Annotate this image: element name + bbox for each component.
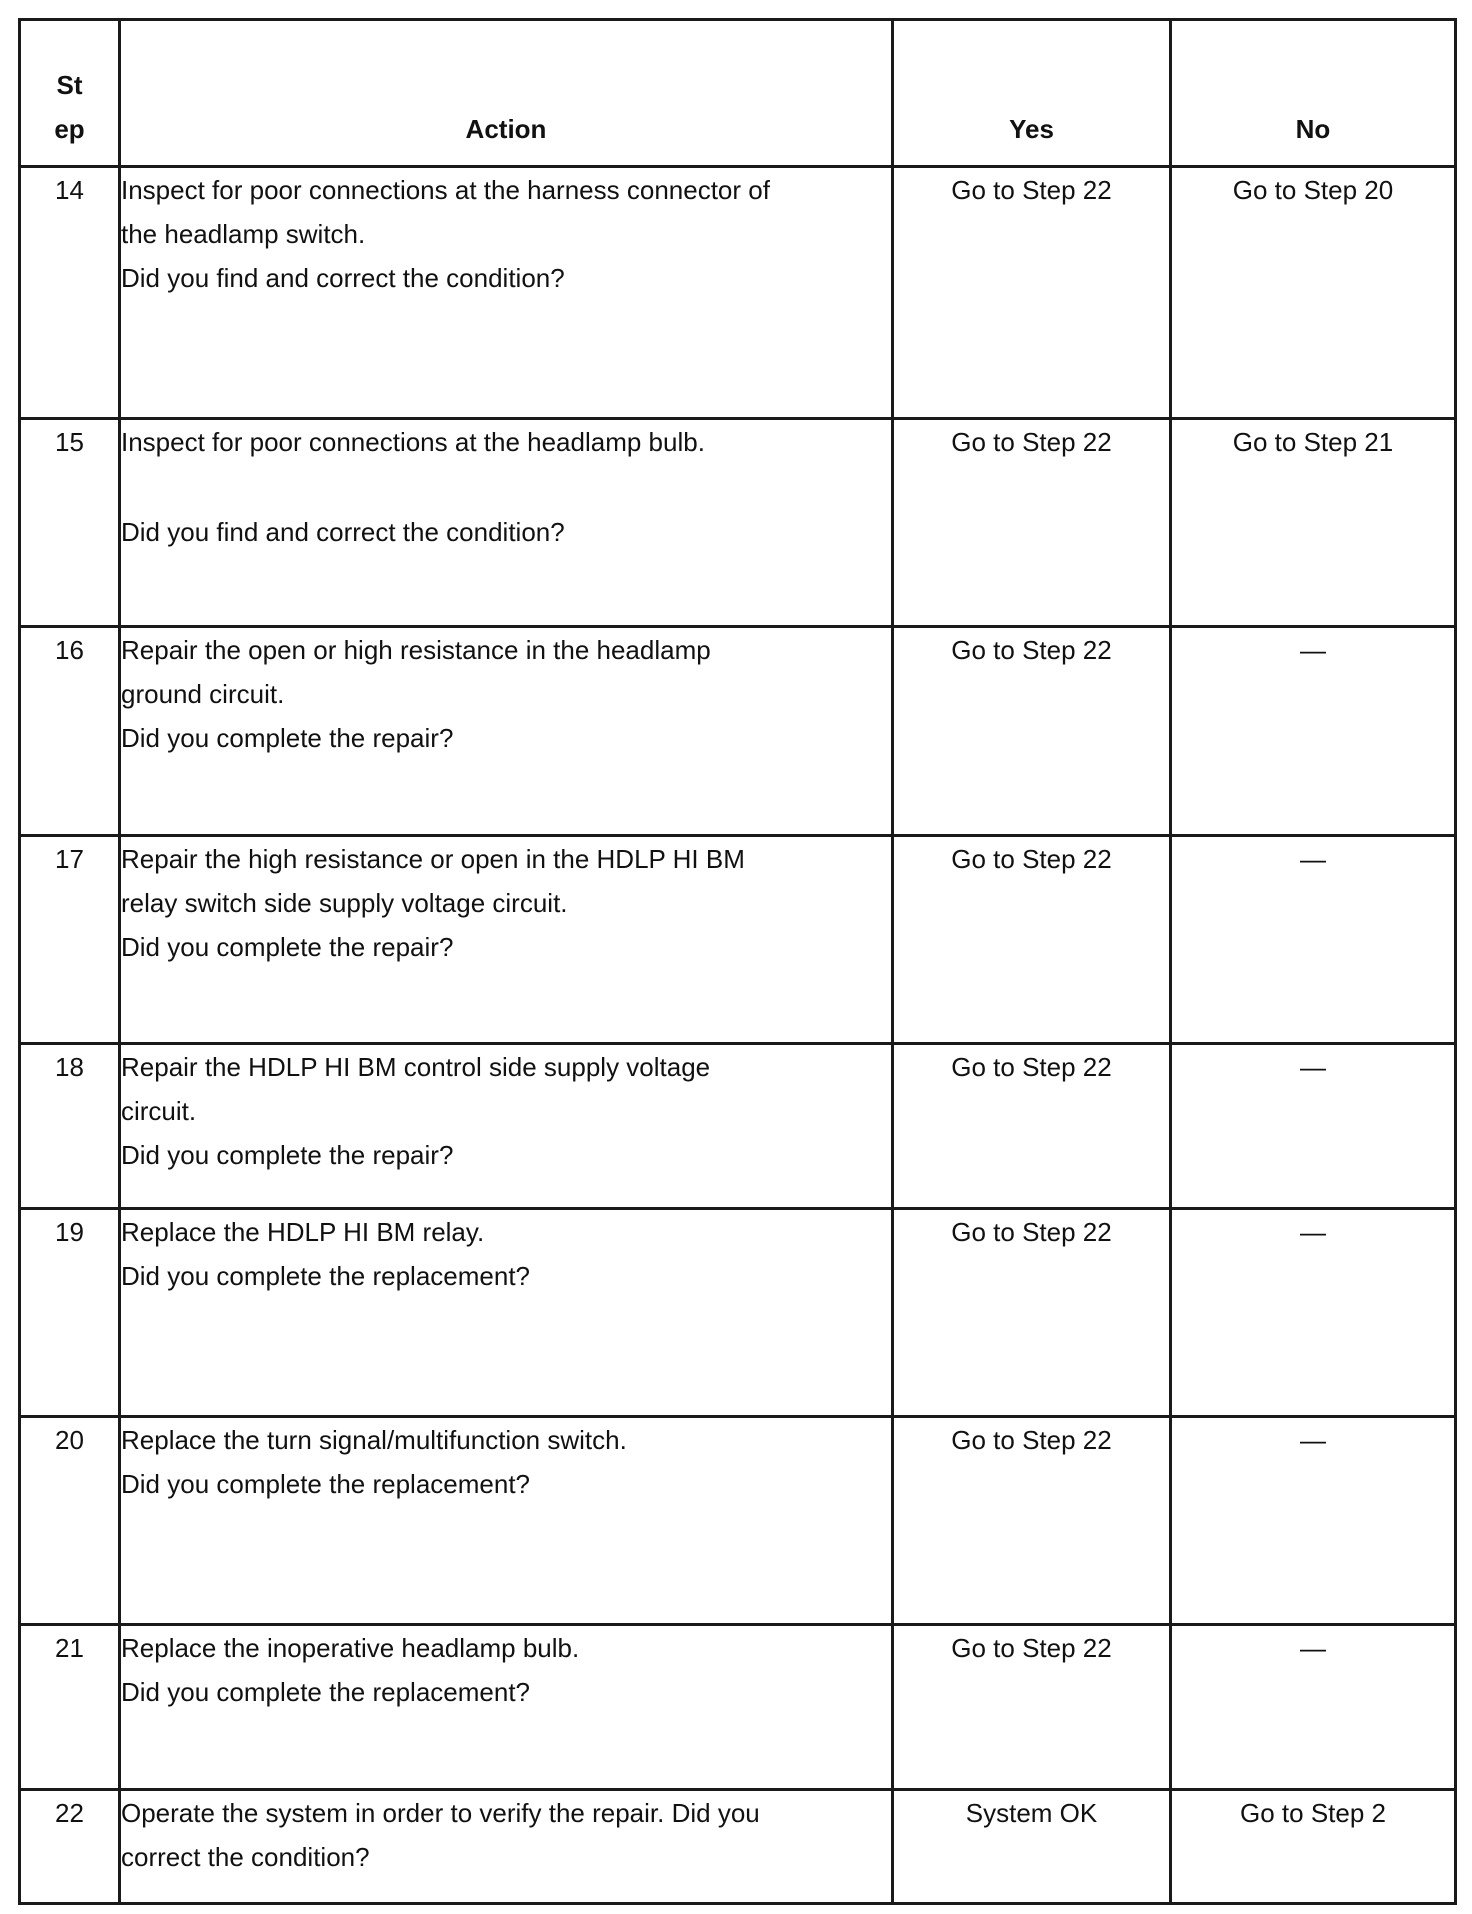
action-cell — [120, 1625, 893, 1790]
no-result: Go to Step 2 — [1171, 1790, 1456, 1904]
no-result: Go to Step 21 — [1171, 419, 1456, 627]
step-number: 22 — [20, 1790, 120, 1904]
action-text-line: Inspect for poor connections at the harness connector of — [121, 175, 770, 205]
table-row — [20, 167, 1456, 419]
action-text-line: Inspect for poor connections at the headlamp bulb. — [121, 427, 705, 457]
action-text-line: ground circuit. — [121, 679, 285, 709]
action-question: Did you find and correct the condition? — [121, 517, 565, 547]
action-question: Did you complete the replacement? — [121, 1677, 531, 1707]
action-question: Did you complete the repair? — [121, 1140, 454, 1170]
action-cell — [120, 836, 893, 1044]
no-result: — — [1171, 1209, 1456, 1417]
no-result: Go to Step 20 — [1171, 167, 1456, 419]
action-question: Did you complete the replacement? — [121, 1261, 531, 1291]
yes-result: Go to Step 22 — [893, 1209, 1171, 1417]
step-number: 20 — [20, 1417, 120, 1625]
action-text-line: relay switch side supply voltage circuit. — [121, 888, 568, 918]
no-result: — — [1171, 1044, 1456, 1209]
action-cell — [120, 167, 893, 419]
action-cell — [120, 1790, 893, 1904]
step-number: 17 — [20, 836, 120, 1044]
action-text-line: circuit. — [121, 1096, 197, 1126]
action-text-line: Repair the open or high resistance in the headlamp — [121, 635, 711, 665]
no-column-header: No — [1171, 20, 1456, 167]
action-text-line: Replace the inoperative headlamp bulb. — [121, 1633, 580, 1663]
yes-result: Go to Step 22 — [893, 627, 1171, 836]
table-row — [20, 836, 1456, 1044]
yes-result: Go to Step 22 — [893, 836, 1171, 1044]
action-text-line: Replace the turn signal/multifunction switch. — [121, 1425, 627, 1455]
no-result: — — [1171, 1417, 1456, 1625]
action-column-header: Action — [120, 20, 893, 167]
diagnostic-table-sheet — [18, 18, 1454, 1902]
action-cell — [120, 627, 893, 836]
header-row — [20, 20, 1456, 167]
table-row — [20, 1625, 1456, 1790]
diagnostic-table — [18, 18, 1457, 1905]
action-cell — [120, 1044, 893, 1209]
yes-column-header: Yes — [893, 20, 1171, 167]
step-number: 14 — [20, 167, 120, 419]
no-result: — — [1171, 627, 1456, 836]
action-text-line: correct the condition? — [121, 1842, 370, 1872]
step-number: 18 — [20, 1044, 120, 1209]
table-row — [20, 1209, 1456, 1417]
step-number: 16 — [20, 627, 120, 836]
table-row — [20, 1790, 1456, 1904]
no-result: — — [1171, 1625, 1456, 1790]
yes-result: System OK — [893, 1790, 1171, 1904]
no-result: — — [1171, 836, 1456, 1044]
table-row — [20, 419, 1456, 627]
yes-result: Go to Step 22 — [893, 1044, 1171, 1209]
step-number: 19 — [20, 1209, 120, 1417]
step-number: 15 — [20, 419, 120, 627]
action-text-line: Replace the HDLP HI BM relay. — [121, 1217, 485, 1247]
yes-result: Go to Step 22 — [893, 1417, 1171, 1625]
action-text-line: Operate the system in order to verify the repair. Did you — [121, 1798, 760, 1828]
action-cell — [120, 1417, 893, 1625]
yes-result: Go to Step 22 — [893, 167, 1171, 419]
yes-result: Go to Step 22 — [893, 1625, 1171, 1790]
yes-result: Go to Step 22 — [893, 419, 1171, 627]
table-row — [20, 1417, 1456, 1625]
action-cell — [120, 419, 893, 627]
step-header-line-1: St — [56, 70, 83, 100]
step-number: 21 — [20, 1625, 120, 1790]
step-header-line-2: ep — [54, 114, 85, 144]
table-row — [20, 1044, 1456, 1209]
action-text-line: Repair the HDLP HI BM control side supply voltage — [121, 1052, 711, 1082]
step-column-header — [20, 20, 120, 167]
action-question: Did you complete the repair? — [121, 723, 454, 753]
action-cell — [120, 1209, 893, 1417]
action-question: Did you complete the repair? — [121, 932, 454, 962]
action-text-line: Repair the high resistance or open in the HDLP HI BM — [121, 844, 745, 874]
action-text-line: the headlamp switch. — [121, 219, 366, 249]
action-question: Did you complete the replacement? — [121, 1469, 531, 1499]
action-question: Did you find and correct the condition? — [121, 263, 565, 293]
table-row — [20, 627, 1456, 836]
